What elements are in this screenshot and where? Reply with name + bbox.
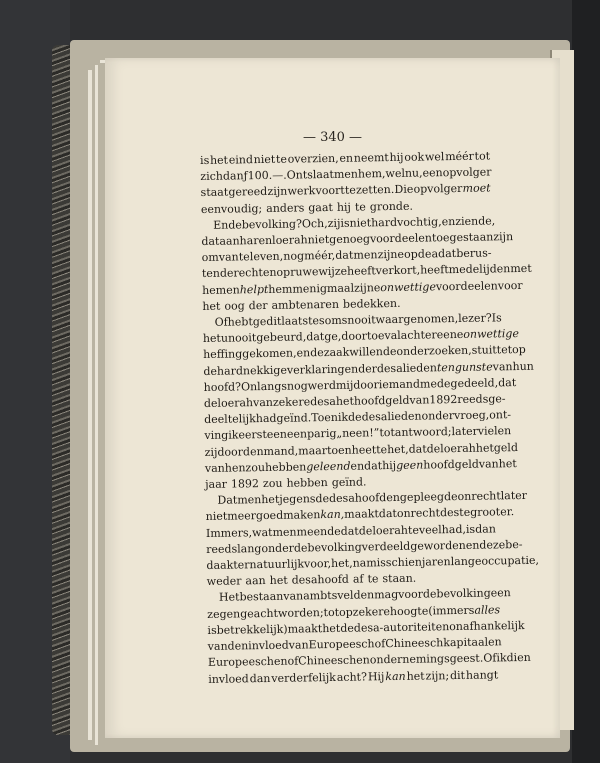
- text-line: deeltelijk had geïnd. Toen ik de desalieden ondervroeg, ont-: [204, 408, 512, 427]
- page-text: [200, 148, 540, 687]
- background-right: [572, 0, 600, 763]
- text-line: Immers, wat men meende dat de loerah te veel had, is dan: [205, 522, 496, 540]
- book-page: [105, 58, 560, 738]
- text-line: Dat men het jegens de desahoofden gepleegde onrecht later: [217, 489, 528, 508]
- text-line: eenvoudig; anders gaat hij te gronde.: [200, 199, 414, 216]
- text-line: Of hebt ge dit laatste soms nooit waargenomen, lezer? Is: [214, 311, 502, 329]
- text-line: niet meer goedmaken kan, maakt dat onrecht des te grooter.: [205, 505, 515, 524]
- text-line: het oog der ambtenaren bedekken.: [202, 296, 401, 313]
- text-line: Europeeschen of Chineeschen ondernemingsgeest. Of ik dien: [207, 651, 531, 670]
- text-line: van hen zou hebben geleend en dat hij geen hoofdgeld van het: [204, 456, 517, 475]
- text-line: weder aan het desahoofd af te staan.: [206, 571, 417, 589]
- text-line: van den invloed van Europeesch of Chineesch kapitaal en: [207, 635, 502, 654]
- text-line: invloed dan verderfelijk acht? Hij kan het zijn; dit hangt: [208, 667, 499, 686]
- text-line: is het eind niet te overzien, en neemt hij ook wel méér tot: [200, 149, 491, 167]
- text-line: Het bestaan van ambtsvelden mag voor de bevolking een: [218, 586, 511, 605]
- text-line: de hardnekkige verklaringen der desalieden ten gunste van hun: [203, 359, 534, 378]
- text-line: tende rechten op ruwe wijze heeft verkort, heeft medelijden met: [201, 262, 532, 281]
- text-line: is betrekkelijk) maakt het de desa-autoriteiten onafhankelijk: [207, 618, 525, 637]
- text-line: En de bevolking? Och, zij is niet hardvochtig, en ziende,: [213, 214, 496, 232]
- text-line: hoofd? Onlangs nog werd mij door iemand medegedeeld, dat: [203, 375, 517, 394]
- text-line: zegen geacht worden; tot op zekere hoogte (immers alles: [207, 603, 501, 621]
- text-line: het u nooit gebeurd, dat ge, door toeval achter eene onwettige: [202, 327, 520, 346]
- text-line: staat gereed zijn werk voort te zetten. Die opvolger moet: [200, 181, 491, 200]
- text-line: jaar 1892 zou hebben geïnd.: [205, 475, 367, 492]
- text-line: daakt er natuurlijk voor, het, na misschien jarenlange occupatie,: [206, 553, 540, 573]
- text-line: ving ik eerst een eenparig „neen!” tot antwoord; later vielen: [204, 424, 512, 443]
- text-line: heffing gekomen, en de zaak willende onderzoeken, stuittet op: [203, 343, 526, 362]
- text-line: de loerah van zekere desa het hoofdgeld van 1892 reeds ge-: [203, 392, 506, 411]
- text-line: om van te leven, nog méér, dat men zijne op de adat berus-: [201, 246, 492, 265]
- text-line: zich dan ƒ 100.—. Ontslaat men hem, welnu, een opvolger: [200, 165, 492, 184]
- text-line: zij door den mand, maar toen heette het, dat de loerah het geld: [204, 440, 519, 459]
- text-line: dat aan haren loerah niet genoeg voordeelen toegestaan zijn: [201, 230, 514, 249]
- text-line: hem en helpt hem menigmaal zijne onwettige voordeelen voor: [202, 278, 523, 297]
- page-number: — 340 —: [302, 130, 363, 145]
- text-line: reeds lang onder de bevolking verdeeld geworden en deze be-: [206, 537, 523, 556]
